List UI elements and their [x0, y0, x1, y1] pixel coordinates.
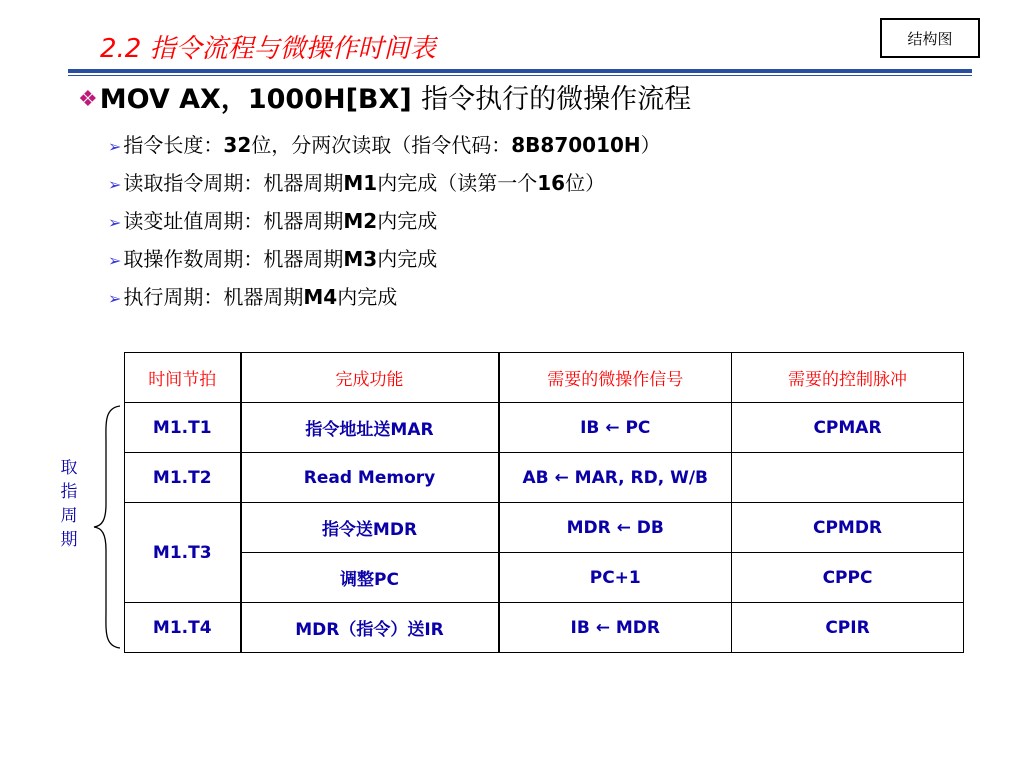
cell-function: 调整PC: [241, 553, 499, 603]
side-label-char: 期: [60, 530, 78, 550]
main-heading: [78, 82, 691, 118]
cell-pulse: CPMAR: [732, 403, 964, 453]
side-label-char: 指: [60, 482, 78, 502]
title-rule: [68, 69, 972, 73]
cell-function: MDR（指令）送IR: [241, 603, 499, 653]
slide-title: 2.2 指令流程与微操作时间表: [100, 34, 436, 64]
arrow-bullet-icon: ➢: [108, 289, 122, 308]
cell-beat: M1.T2: [125, 453, 241, 503]
bullet-text: 指令长度：: [123, 133, 224, 157]
bullet-text-bold: M3: [343, 247, 378, 271]
cell-signal: PC+1: [499, 553, 732, 603]
micro-op-table: [124, 352, 964, 653]
cell-beat: M1.T4: [125, 603, 241, 653]
structure-diagram-button[interactable]: 结构图: [880, 18, 980, 58]
bullet-text: 读取指令周期：机器周期: [123, 171, 344, 195]
bullet-text: 内完成: [337, 285, 398, 309]
bullet-text-bold: M2: [343, 209, 378, 233]
bullet-text-bold: 32: [223, 133, 252, 157]
arrow-bullet-icon: ➢: [108, 175, 122, 194]
bullet-text-bold: M1: [343, 171, 378, 195]
bullet-text: 位，分两次读取（指令代码：: [251, 133, 512, 157]
side-label-char: 周: [60, 506, 78, 526]
header-beat: 时间节拍: [125, 353, 241, 403]
bullet-item: [108, 240, 661, 278]
cell-signal: IB ← PC: [499, 403, 732, 453]
bullet-text: 取操作数周期：机器周期: [123, 247, 344, 271]
cell-function: Read Memory: [241, 453, 499, 503]
table-row: [125, 553, 964, 603]
bullet-list: [108, 126, 661, 316]
cell-function: 指令送MDR: [241, 503, 499, 553]
table-row: [125, 403, 964, 453]
bullet-text-bold: M4: [303, 285, 338, 309]
table-row: [125, 453, 964, 503]
table-header-row: [125, 353, 964, 403]
bullet-text: 内完成（读第一个: [377, 171, 538, 195]
bullet-text: 位）: [565, 171, 606, 195]
table-row: [125, 503, 964, 553]
arrow-bullet-icon: ➢: [108, 137, 122, 156]
bullet-item: [108, 126, 661, 164]
cell-pulse: CPMDR: [732, 503, 964, 553]
bullet-item: [108, 164, 661, 202]
table-row: [125, 603, 964, 653]
heading-description: 指令执行的微操作流程: [421, 84, 692, 115]
bullet-text: 执行周期：机器周期: [123, 285, 304, 309]
bullet-text-bold: 16: [537, 171, 566, 195]
cell-pulse: [732, 453, 964, 503]
cell-pulse: CPPC: [732, 553, 964, 603]
cell-beat: M1.T3: [125, 503, 241, 603]
bullet-text: 内完成: [377, 247, 438, 271]
header-signal: 需要的微操作信号: [499, 353, 732, 403]
bullet-item: [108, 278, 661, 316]
bullet-text: ）: [640, 133, 661, 157]
bullet-text-bold: 8B870010H: [511, 133, 641, 157]
left-brace: [90, 404, 122, 650]
cell-signal: AB ← MAR, RD, W/B: [499, 453, 732, 503]
cell-beat: M1.T1: [125, 403, 241, 453]
diamond-bullet-icon: ❖: [78, 87, 98, 112]
side-label-char: 取: [60, 458, 78, 478]
cell-pulse: CPIR: [732, 603, 964, 653]
arrow-bullet-icon: ➢: [108, 213, 122, 232]
bullet-item: [108, 202, 661, 240]
fetch-cycle-label: [58, 456, 80, 552]
title-rule-thin: [68, 75, 972, 76]
arrow-bullet-icon: ➢: [108, 251, 122, 270]
cell-function: 指令地址送MAR: [241, 403, 499, 453]
cell-signal: IB ← MDR: [499, 603, 732, 653]
bullet-text: 内完成: [377, 209, 438, 233]
cell-signal: MDR ← DB: [499, 503, 732, 553]
bullet-text: 读变址值周期：机器周期: [123, 209, 344, 233]
header-pulse: 需要的控制脉冲: [732, 353, 964, 403]
header-function: 完成功能: [241, 353, 499, 403]
heading-instruction: MOV AX，1000H[BX]: [99, 84, 412, 115]
